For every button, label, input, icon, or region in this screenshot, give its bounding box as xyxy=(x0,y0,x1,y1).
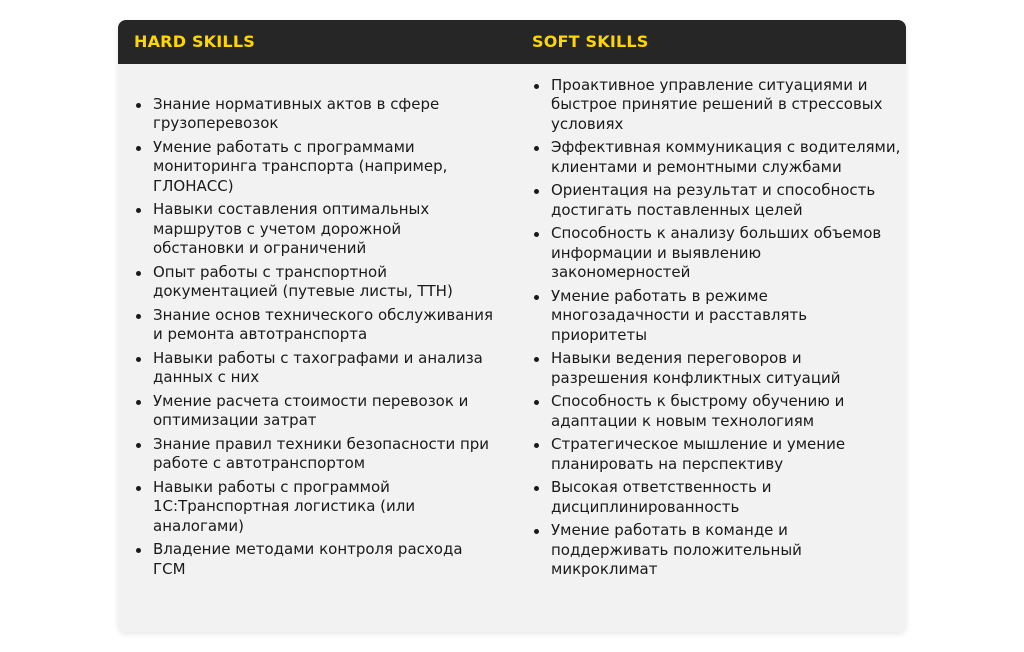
list-item: Эффективная коммуникация с водителями, клиентами и ремонтными службами xyxy=(533,138,903,177)
list-item: Умение расчета стоимости перевозок и оптимизации затрат xyxy=(135,392,495,431)
list-item: Знание правил техники безопасности при работе с автотранспортом xyxy=(135,435,495,474)
list-item: Знание нормативных актов в сфере грузоперевозок xyxy=(135,95,495,134)
list-item: Ориентация на результат и способность достигать поставленных целей xyxy=(533,181,903,220)
list-item: Проактивное управление ситуациями и быстрое принятие решений в стрессовых условиях xyxy=(533,76,903,134)
list-item: Стратегическое мышление и умение планировать на перспективу xyxy=(533,435,903,474)
list-item: Умение работать в команде и поддерживать положительный микроклимат xyxy=(533,521,903,579)
list-item: Умение работать в режиме многозадачности и расставлять приоритеты xyxy=(533,287,903,345)
hard-skills-title: HARD SKILLS xyxy=(134,32,255,51)
list-item: Навыки работы с тахографами и анализа данных с них xyxy=(135,349,495,388)
list-item: Навыки составления оптимальных маршрутов с учетом дорожной обстановки и ограничений xyxy=(135,200,495,258)
list-item: Знание основ технического обслуживания и ремонта автотранспорта xyxy=(135,306,495,345)
list-item: Способность к анализу больших объемов информации и выявлению закономерностей xyxy=(533,224,903,282)
soft-skills-title: SOFT SKILLS xyxy=(532,32,649,51)
list-item: Навыки работы с программой 1С:Транспортная логистика (или аналогами) xyxy=(135,478,495,536)
list-item: Навыки ведения переговоров и разрешения конфликтных ситуаций xyxy=(533,349,903,388)
list-item: Опыт работы с транспортной документацией (путевые листы, ТТН) xyxy=(135,263,495,302)
skills-card xyxy=(118,20,906,632)
list-item: Способность к быстрому обучению и адаптации к новым технологиям xyxy=(533,392,903,431)
soft-skills-list xyxy=(533,76,903,584)
list-item: Высокая ответственность и дисциплинированность xyxy=(533,478,903,517)
table-header xyxy=(118,20,906,64)
list-item: Владение методами контроля расхода ГСМ xyxy=(135,540,495,579)
list-item: Умение работать с программами мониторинга транспорта (например, ГЛОНАСС) xyxy=(135,138,495,196)
hard-skills-list xyxy=(135,95,495,583)
